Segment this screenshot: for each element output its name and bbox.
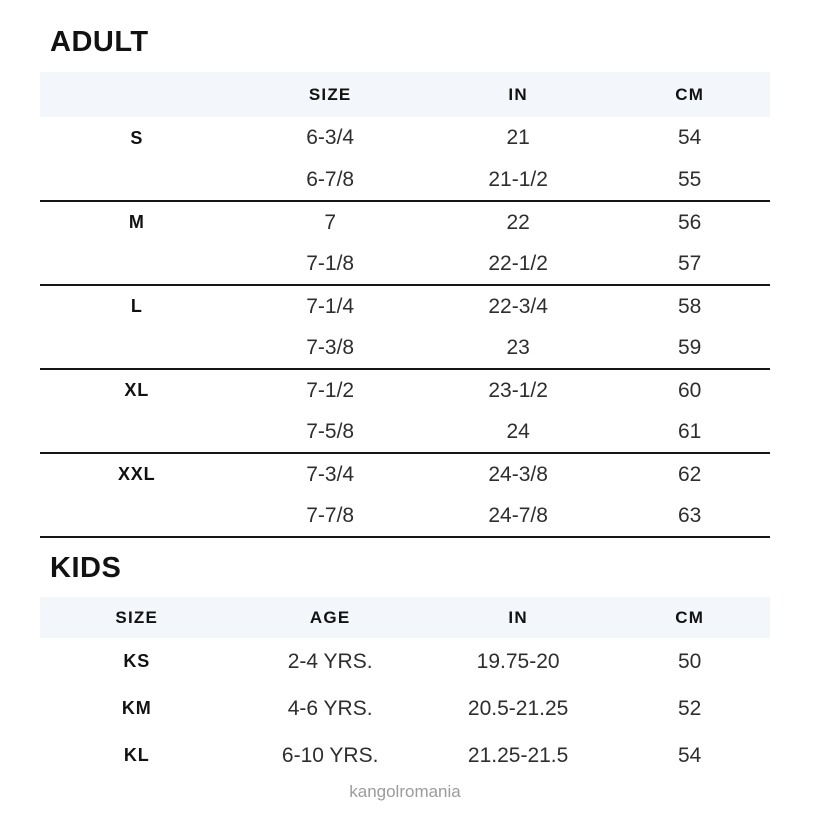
kids-col-header-cm: CM bbox=[609, 597, 770, 638]
cm-cell: 57 bbox=[609, 243, 770, 285]
adult-col-header-size: SIZE bbox=[233, 72, 426, 117]
size-group-label-empty bbox=[40, 243, 233, 285]
table-row bbox=[40, 453, 770, 495]
table-row bbox=[40, 638, 770, 685]
age-cell: 4-6 YRS. bbox=[287, 696, 373, 720]
size-cell: 7 bbox=[324, 210, 336, 234]
age-cell: 6-10 YRS. bbox=[281, 743, 379, 767]
adult-header-row bbox=[40, 72, 770, 117]
table-row bbox=[40, 369, 770, 411]
in-cell: 24 bbox=[427, 411, 610, 453]
kids-section bbox=[40, 554, 770, 779]
table-row bbox=[40, 411, 770, 453]
in-cell: 19.75-20 bbox=[476, 649, 560, 673]
in-cell: 20.5-21.25 bbox=[467, 696, 569, 720]
in-cell: 22 bbox=[506, 210, 530, 234]
cm-cell: 56 bbox=[678, 210, 702, 234]
adult-size-table bbox=[40, 72, 770, 538]
cm-cell: 59 bbox=[609, 327, 770, 369]
size-group-label-empty bbox=[40, 327, 233, 369]
size-cell: 6-3/4 bbox=[306, 126, 355, 149]
size-cell: 7-5/8 bbox=[233, 411, 426, 453]
cm-cell: 54 bbox=[678, 743, 702, 767]
size-group-label: XL bbox=[124, 380, 150, 400]
size-cell: 6-7/8 bbox=[233, 159, 426, 201]
adult-col-header-empty bbox=[40, 72, 233, 117]
age-cell: 2-4 YRS. bbox=[287, 649, 373, 673]
cm-cell: 60 bbox=[678, 378, 702, 402]
size-group-label-empty bbox=[40, 411, 233, 453]
table-row bbox=[40, 117, 770, 159]
size-group-label: S bbox=[130, 127, 144, 148]
cm-cell: 50 bbox=[678, 649, 702, 673]
size-cell: 7-1/4 bbox=[306, 294, 355, 318]
table-row bbox=[40, 243, 770, 285]
size-cell: 7-7/8 bbox=[233, 495, 426, 537]
kids-col-header-age: AGE bbox=[233, 597, 426, 638]
kids-header-row bbox=[40, 597, 770, 638]
table-row bbox=[40, 495, 770, 537]
adult-section-title: ADULT bbox=[50, 26, 149, 58]
store-name: kangolromania bbox=[349, 782, 461, 801]
kids-col-header-in: IN bbox=[427, 597, 610, 638]
in-cell: 21-1/2 bbox=[427, 159, 610, 201]
cm-cell: 61 bbox=[609, 411, 770, 453]
size-group-label: KL bbox=[123, 745, 150, 765]
cm-cell: 62 bbox=[678, 462, 702, 486]
in-cell: 23-1/2 bbox=[488, 378, 548, 402]
table-row bbox=[40, 159, 770, 201]
size-group-label: KS bbox=[123, 651, 151, 671]
in-cell: 21 bbox=[506, 126, 530, 149]
table-row bbox=[40, 685, 770, 732]
size-cell: 7-3/4 bbox=[306, 462, 355, 486]
adult-col-header-cm: CM bbox=[609, 72, 770, 117]
size-group-label: L bbox=[130, 296, 143, 316]
size-group-label: XXL bbox=[118, 464, 156, 484]
adult-col-header-in: IN bbox=[427, 72, 610, 117]
cm-cell: 55 bbox=[609, 159, 770, 201]
adult-section bbox=[40, 28, 770, 538]
cm-cell: 54 bbox=[678, 126, 702, 149]
cm-cell: 52 bbox=[678, 696, 702, 720]
size-cell: 7-1/2 bbox=[306, 378, 355, 402]
size-group-label-empty bbox=[40, 159, 233, 201]
table-row bbox=[40, 285, 770, 327]
footer bbox=[40, 781, 770, 803]
in-cell: 23 bbox=[427, 327, 610, 369]
cm-cell: 58 bbox=[678, 294, 702, 318]
in-cell: 24-3/8 bbox=[488, 462, 548, 486]
size-cell: 7-1/8 bbox=[233, 243, 426, 285]
size-group-label: M bbox=[128, 212, 145, 232]
in-cell: 22-3/4 bbox=[488, 294, 548, 318]
in-cell: 22-1/2 bbox=[427, 243, 610, 285]
table-row bbox=[40, 732, 770, 779]
size-group-label-empty bbox=[40, 495, 233, 537]
table-row bbox=[40, 201, 770, 243]
table-row bbox=[40, 327, 770, 369]
cm-cell: 63 bbox=[609, 495, 770, 537]
kids-section-title: KIDS bbox=[50, 552, 122, 584]
size-cell: 7-3/8 bbox=[233, 327, 426, 369]
kids-size-table bbox=[40, 597, 770, 779]
in-cell: 24-7/8 bbox=[427, 495, 610, 537]
in-cell: 21.25-21.5 bbox=[467, 743, 569, 767]
kids-col-header-size: SIZE bbox=[40, 597, 233, 638]
size-group-label: KM bbox=[121, 698, 152, 718]
